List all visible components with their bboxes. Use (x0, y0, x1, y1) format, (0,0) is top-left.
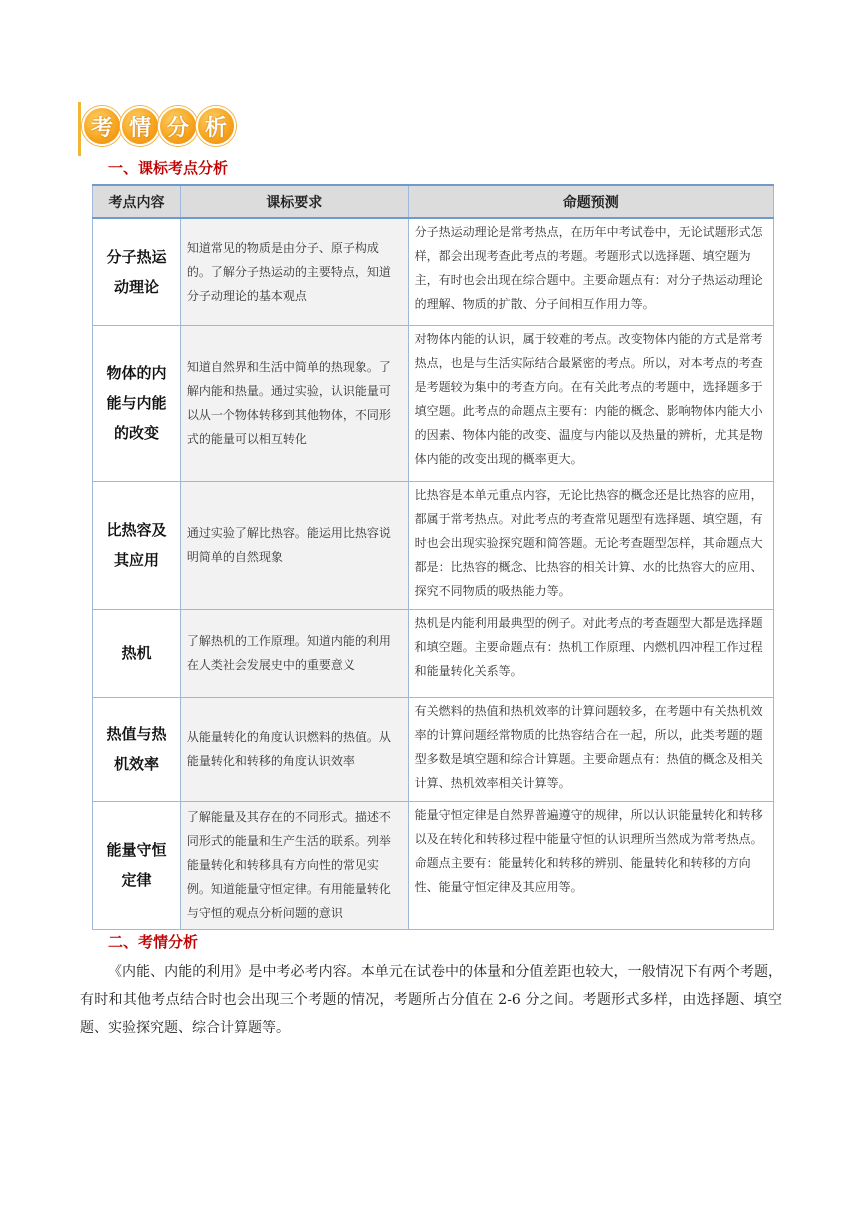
table-row (93, 609, 774, 697)
topic-cell: 分子热运动理论 (93, 218, 181, 325)
prediction-cell: 比热容是本单元重点内容，无论比热容的概念还是比热容的应用，都属于常考热点。对此考点的考查常见题型有选择题、填空题，有时也会出现实验探究题和简答题。无论考查题型怎样，其命题点大都是：比热容的概念、比热容的相关计算、水的比热容大的应用、探究不同物质的吸热能力等。 (408, 481, 773, 609)
column-header-prediction: 命题预测 (408, 185, 773, 218)
table-row (93, 218, 774, 325)
topic-cell: 能量守恒定律 (93, 801, 181, 929)
prediction-cell: 有关燃料的热值和热机效率的计算问题较多，在考题中有关热机效率的计算问题经常物质的比热容结合在一起，所以，此类考题的题型多数是填空题和综合计算题。主要命题点有：热值的概念及相关计算、热机效率相关计算等。 (408, 697, 773, 801)
topic-cell: 热值与热机效率 (93, 697, 181, 801)
requirement-cell: 知道自然界和生活中简单的热现象。了解内能和热量。通过实验，认识能量可以从一个物体转移到其他物体，不同形式的能量可以相互转化 (180, 325, 408, 481)
exam-analysis-paragraph: 《内能、内能的利用》是中考必考内容。本单元在试卷中的体量和分值差距也较大，一般情况下有两个考题，有时和其他考点结合时也会出现三个考题的情况，考题所占分值在 2-6 分之间。考题形式多样，由选择题、填空题、实验探究题、综合计算题等。 (80, 964, 782, 1036)
badge-char: 考 (82, 106, 122, 146)
section-title-exam-analysis: 二、考情分析 (108, 933, 199, 951)
requirement-cell: 从能量转化的角度认识燃料的热值。从能量转化和转移的角度认识效率 (180, 697, 408, 801)
badge-accent-bar (78, 102, 81, 156)
table-row (93, 801, 774, 929)
column-header-topic: 考点内容 (93, 185, 181, 218)
table-row (93, 481, 774, 609)
section-badge (78, 102, 238, 154)
table-row (93, 325, 774, 481)
badge-char: 分 (158, 106, 198, 146)
requirement-cell: 了解热机的工作原理。知道内能的利用在人类社会发展史中的重要意义 (180, 609, 408, 697)
requirement-cell: 通过实验了解比热容。能运用比热容说明简单的自然现象 (180, 481, 408, 609)
exam-point-table (92, 184, 774, 930)
topic-cell: 比热容及其应用 (93, 481, 181, 609)
table-row (93, 697, 774, 801)
badge-title (82, 106, 234, 146)
prediction-cell: 热机是内能利用最典型的例子。对此考点的考查题型大都是选择题和填空题。主要命题点有：热机工作原理、内燃机四冲程工作过程和能量转化关系等。 (408, 609, 773, 697)
requirement-cell: 了解能量及其存在的不同形式。描述不同形式的能量和生产生活的联系。列举能量转化和转移具有方向性的常见实例。知道能量守恒定律。有用能量转化与守恒的观点分析问题的意识 (180, 801, 408, 929)
column-header-requirement: 课标要求 (180, 185, 408, 218)
badge-char: 析 (196, 106, 236, 146)
prediction-cell: 对物体内能的认识，属于较难的考点。改变物体内能的方式是常考热点，也是与生活实际结合最紧密的考点。所以，对本考点的考查是考题较为集中的考查方向。在有关此考点的考题中，选择题多于填空题。此考点的命题点主要有：内能的概念、影响物体内能大小的因素、物体内能的改变、温度与内能以及热量的辨析，尤其是物体内能的改变出现的概率更大。 (408, 325, 773, 481)
prediction-cell: 能量守恒定律是自然界普遍遵守的规律，所以认识能量转化和转移以及在转化和转移过程中能量守恒的认识理所当然成为常考热点。命题点主要有：能量转化和转移的辨别、能量转化和转移的方向性、能量守恒定律及其应用等。 (408, 801, 773, 929)
requirement-cell: 知道常见的物质是由分子、原子构成的。了解分子热运动的主要特点，知道分子动理论的基本观点 (180, 218, 408, 325)
badge-char: 情 (120, 106, 160, 146)
topic-cell: 物体的内能与内能的改变 (93, 325, 181, 481)
prediction-cell: 分子热运动理论是常考热点，在历年中考试卷中，无论试题形式怎样，都会出现考查此考点的考题。考题形式以选择题、填空题为主，有时也会出现在综合题中。主要命题点有：对分子热运动理论的理解、物质的扩散、分子间相互作用力等。 (408, 218, 773, 325)
topic-cell: 热机 (93, 609, 181, 697)
section-title-standards: 一、课标考点分析 (108, 159, 229, 177)
table-header-row (93, 185, 774, 218)
